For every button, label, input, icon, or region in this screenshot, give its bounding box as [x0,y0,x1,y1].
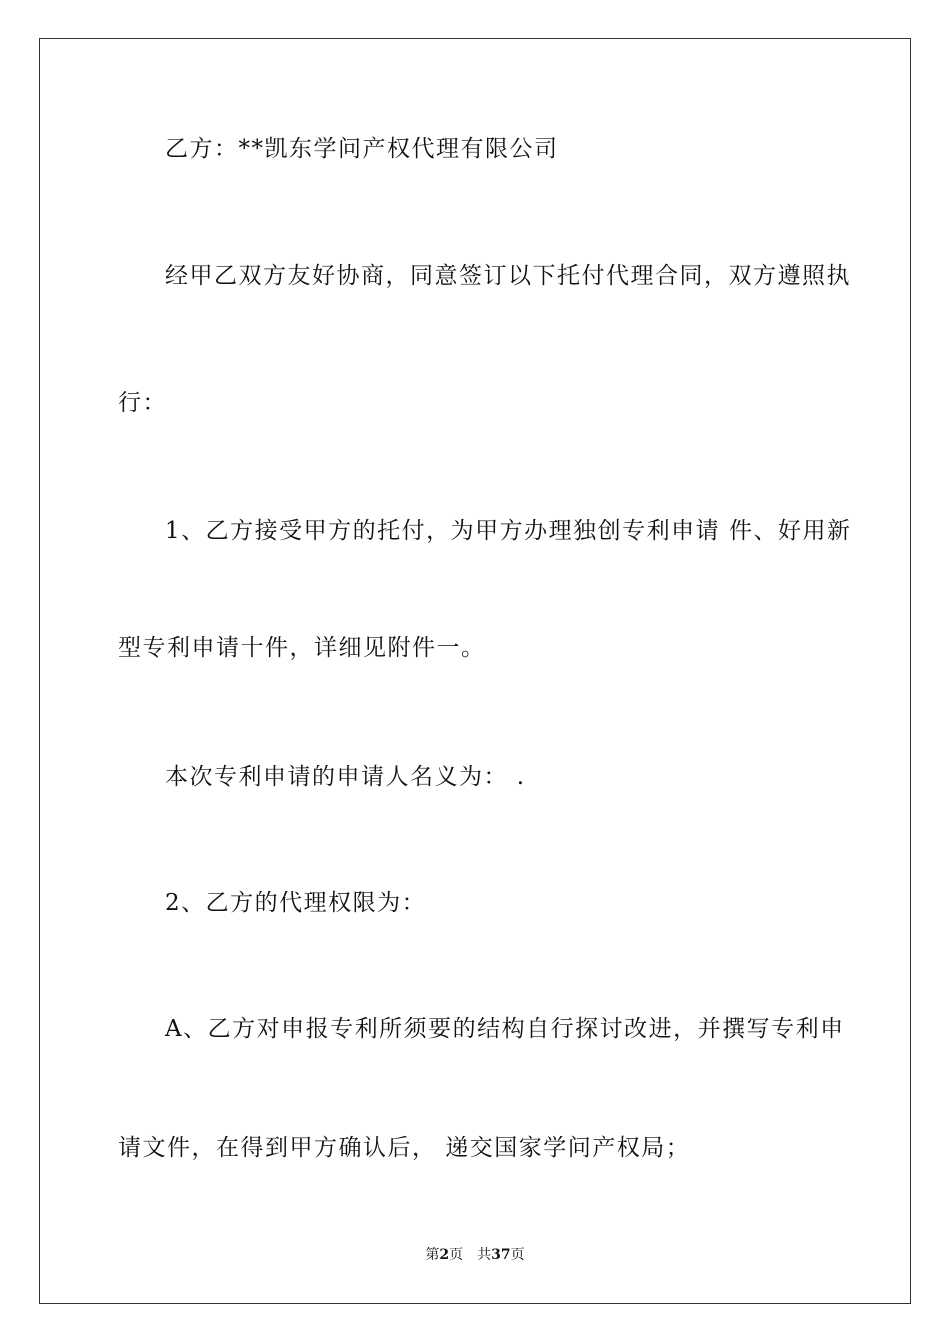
page-footer [0,1244,950,1264]
paragraph-intro-line-1: 经甲乙双方友好协商，同意签订以下托付代理合同，双方遵照执 [165,263,851,289]
party-b-line: 乙方：**凯东学问产权代理有限公司 [165,136,559,162]
footer-prefix: 第 [425,1247,440,1263]
footer-page-suffix: 页 [449,1247,464,1263]
paragraph-intro-line-2: 行： [118,390,167,416]
footer-total-pages: 37 [491,1247,511,1263]
clause-1-line-1: 1、乙方接受甲方的托付，为甲方办理独创专利申请 件、好用新 [165,518,852,544]
clause-a-line-2: 请文件，在得到甲方确认后， 递交国家学问产权局； [118,1135,691,1161]
applicant-name-line: 本次专利申请的申请人名义为： . [165,764,526,790]
clause-2-line: 2、乙方的代理权限为： [165,890,427,916]
clause-a-line-1: A、乙方对申报专利所须要的结构自行探讨改进，并撰写专利申 [165,1016,845,1042]
page-border [39,38,911,1304]
clause-1-line-2: 型专利申请十件，详细见附件一。 [118,635,486,661]
footer-page-number: 2 [439,1247,450,1263]
footer-total-prefix: 共 [477,1247,492,1263]
footer-total-suffix: 页 [510,1247,525,1263]
